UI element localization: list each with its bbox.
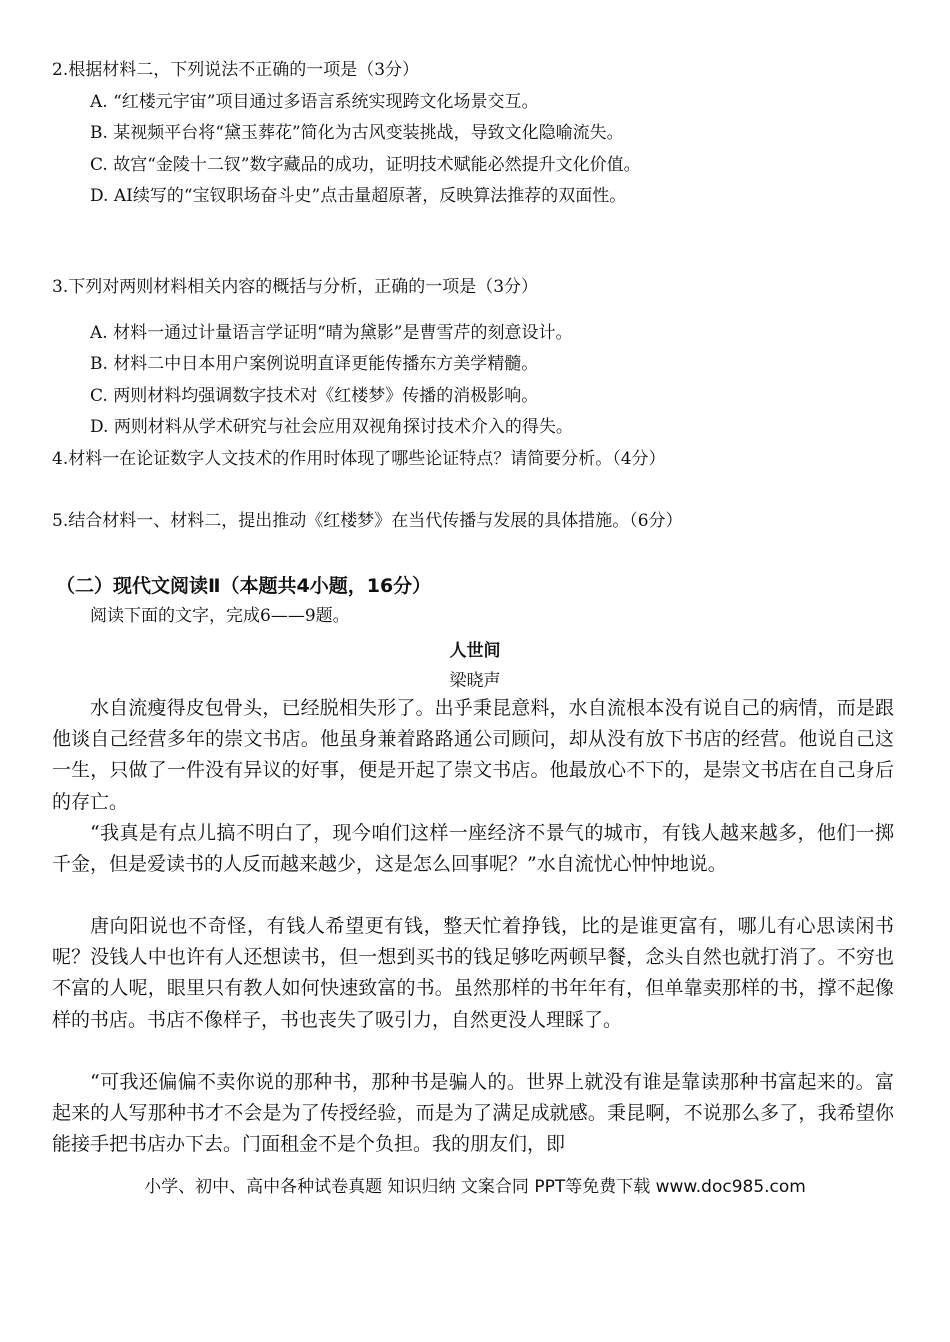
question-3-option-a: A. 材料一通过计量语言学证明“晴为黛影”是曹雪芹的刻意设计。	[90, 323, 573, 343]
question-2-option-d: D. AI续写的“宝钗职场奋斗史”点击量超原著，反映算法推荐的双面性。	[90, 186, 627, 206]
question-2-option-b: B. 某视频平台将“黛玉葬花”简化为古风变装挑战，导致文化隐喻流失。	[90, 123, 624, 143]
question-5-stem: 5.结合材料一、材料二，提出推动《红楼梦》在当代传播与发展的具体措施。（6分）	[52, 511, 683, 531]
section-heading: （二）现代文阅读Ⅱ（本题共4小题，16分）	[56, 575, 432, 597]
page-footer: 小学、初中、高中各种试卷真题 知识归纳 文案合同 PPT等免费下载 www.doc985.com	[144, 1177, 806, 1197]
passage-paragraph-3: 唐向阳说也不奇怪，有钱人希望更有钱，整天忙着挣钱，比的是谁更富有，哪儿有心思读闲书呢？没钱人中也许有人还想读书，但一想到买书的钱足够吃两顿早餐，念头自然也就打消了。不穷也不富的人呢，眼里只有教人如何快速致富的书。虽然那样的书年年有，但单靠卖那样的书，撑不起像样的书店。书店不像样子，书也丧失了吸引力，自然更没人理睬了。	[52, 915, 894, 1031]
question-2-stem: 2.根据材料二，下列说法不正确的一项是（3分）	[52, 60, 420, 80]
question-2-option-a: A. “红楼元宇宙”项目通过多语言系统实现跨文化场景交互。	[90, 92, 539, 112]
section-intro: 阅读下面的文字，完成6——9题。	[90, 606, 350, 626]
question-4-stem: 4.材料一在论证数字人文技术的作用时体现了哪些论证特点？请简要分析。（4分）	[52, 449, 666, 469]
article-title: 人世间	[449, 641, 501, 661]
question-2-option-c: C. 故宫“金陵十二钗”数字藏品的成功，证明技术赋能必然提升文化价值。	[90, 155, 641, 175]
article-author: 梁晓声	[449, 671, 501, 691]
question-3-option-c: C. 两则材料均强调数字技术对《红楼梦》传播的消极影响。	[90, 386, 539, 406]
passage-paragraph-1: 水自流瘦得皮包骨头，已经脱相失形了。出乎秉昆意料，水自流根本没有说自己的病情，而是跟他谈自己经营多年的崇文书店。他虽身兼着路路通公司顾问，却从没有放下书店的经营。他说自己这一生，只做了一件没有异议的好事，便是开起了崇文书店。他最放心不下的，是崇文书店在自己身后的存亡。	[52, 697, 894, 813]
passage-paragraph-2: “我真是有点儿搞不明白了，现今咱们这样一座经济不景气的城市，有钱人越来越多，他们一掷千金，但是爱读书的人反而越来越少，这是怎么回事呢？”水自流忧心忡忡地说。	[52, 822, 894, 876]
question-3-option-d: D. 两则材料从学术研究与社会应用双视角探讨技术介入的得失。	[90, 417, 573, 437]
passage-paragraph-4: “可我还偏偏不卖你说的那种书，那种书是骗人的。世界上就没有谁是靠读那种书富起来的。富起来的人写那种书才不会是为了传授经验，而是为了满足成就感。秉昆啊，不说那么多了，我希望你能接手把书店办下去。门面租金不是个负担。我的朋友们，即	[52, 1071, 894, 1156]
question-3-stem: 3.下列对两则材料相关内容的概括与分析，正确的一项是（3分）	[52, 277, 539, 297]
question-3-option-b: B. 材料二中日本用户案例说明直译更能传播东方美学精髓。	[90, 354, 539, 374]
